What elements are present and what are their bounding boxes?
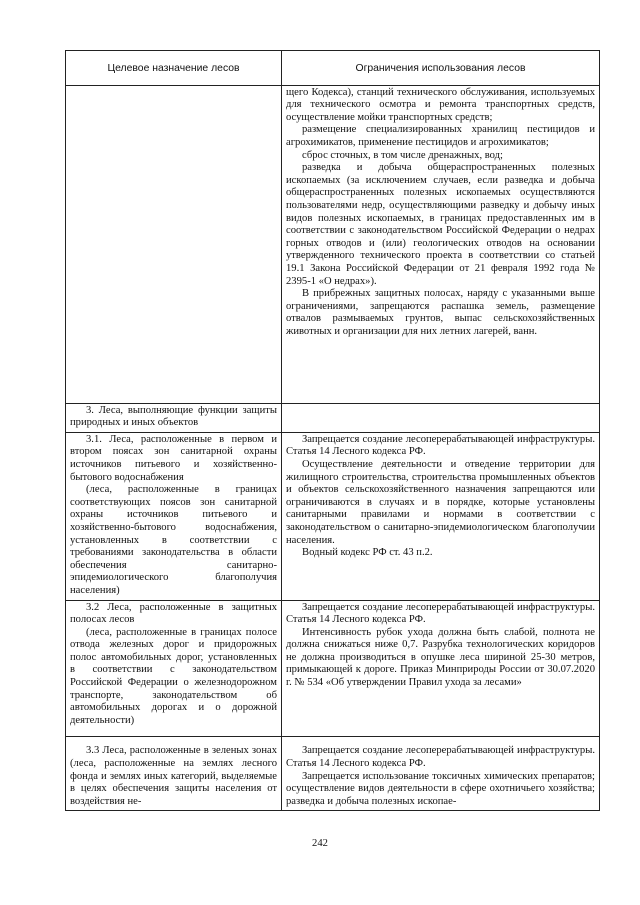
section-heading: 3. Леса, выполняющие функции защиты природных и иных объектов: [70, 404, 277, 429]
purpose-cell: [66, 737, 282, 811]
table-row: [66, 737, 600, 811]
purpose-paragraph: 3.3 Леса, расположенные в зеленых зонах (леса, расположенные на землях лесного фонда и землях иных категорий, выделяемые в целях обеспечения защиты населения от воздействия не-: [70, 745, 277, 807]
page-number: 242: [312, 838, 328, 849]
restriction-paragraph: Осуществление деятельности и отведение территории для жилищного строительства, строительства промышленных объектов и объектов сельскохозяйственного назначения запрещаются или ограничиваются в случаях и в порядке, которые установлены санитарными правилами и нормами в соответствии с законодательством о санитарно-эпидемиологическом благополучии населения.: [286, 458, 595, 546]
table-row: [66, 600, 600, 737]
restrictions-cell: [282, 85, 600, 403]
forest-restrictions-table: [65, 50, 600, 811]
restrictions-cell: [282, 432, 600, 600]
restriction-paragraph: разведка и добыча общераспространенных полезных ископаемых (за исключением случаев, если разведка и добыча общераспространенных полезных ископаемых осуществляются пользователями недр, осуществляющими разведку и добычу иных видов полезных ископаемых, в границах предоставленных им в соответствии с законодательством Российской Федерации о недрах горных отводов и (или) геологических отводов на основании утвержденного технического проекта в соответствии со статьей 19.1 Закона Российской Федерации от 21 февраля 1992 года № 2395-1 «О недрах»).: [286, 162, 595, 287]
restriction-paragraph: размещение специализированных хранилищ пестицидов и агрохимикатов, применение пестицидов и агрохимикатов;: [286, 124, 595, 148]
purpose-cell: [66, 403, 282, 432]
restrictions-cell: [282, 737, 600, 811]
purpose-cell: [66, 432, 282, 600]
restrictions-cell: [282, 403, 600, 432]
restrictions-cell: [282, 600, 600, 737]
purpose-paragraph: (леса, расположенные в границах полосе отвода железных дорог и придорожных полос автомобильных дорог, установленных в соответствии с законодательством Российской Федерации о железнодорожном транспорте, законодательством об автомобильных дорогах и о дорожной деятельности): [70, 626, 277, 726]
header-usage-restrictions: Ограничения использования лесов: [282, 51, 600, 86]
table-header-row: [66, 51, 600, 86]
table-row: [66, 403, 600, 432]
purpose-paragraph: 3.1. Леса, расположенные в первом и втором поясах зон санитарной охраны источников питьевого и хозяйственно-бытового водоснабжения: [70, 433, 277, 483]
restriction-paragraph: Запрещается создание лесоперерабатывающей инфраструктуры. Статья 14 Лесного кодекса РФ.: [286, 433, 595, 458]
header-forest-purpose: Целевое назначение лесов: [66, 51, 282, 86]
restriction-paragraph: щего Кодекса), станций технического обслуживания, используемых для технического осмотра и ремонта транспортных средств, осуществление мойки транспортных средств;: [286, 86, 595, 123]
purpose-paragraph: (леса, расположенные в границах соответствующих поясов зон санитарной охраны источников питьевого и хозяйственно-бытового водоснабжения, установленных в соответствии с требованиями законодательства в области обеспечения санитарно-эпидемиологического благополучия населения): [70, 484, 277, 596]
table-row: [66, 432, 600, 600]
purpose-cell: [66, 600, 282, 737]
purpose-paragraph: 3.2 Леса, расположенные в защитных полосах лесов: [70, 601, 277, 626]
restriction-paragraph: Запрещается создание лесоперерабатывающей инфраструктуры. Статья 14 Лесного кодекса РФ.: [286, 745, 595, 770]
table-row: [66, 85, 600, 403]
purpose-cell: [66, 85, 282, 403]
restriction-paragraph: Водный кодекс РФ ст. 43 п.2.: [302, 547, 433, 559]
restriction-paragraph: Запрещается создание лесоперерабатывающей инфраструктуры. Статья 14 Лесного кодекса РФ.: [286, 601, 595, 626]
restriction-paragraph: сброс сточных, в том числе дренажных, вод;: [302, 149, 503, 161]
restriction-paragraph: В прибрежных защитных полосах, наряду с указанными выше ограничениями, запрещаются распашка земель, размещение отвалов размываемых грунтов, выпас сельскохозяйственных животных и организации для них летних лагерей, ванн.: [286, 288, 595, 337]
restriction-paragraph: Запрещается использование токсичных химических препаратов; осуществление видов деятельности в сфере охотничьего хозяйства; разведка и добыча полезных ископае-: [286, 770, 595, 807]
restriction-paragraph: Интенсивность рубок ухода должна быть слабой, полнота не должна снижаться ниже 0,7. Разрубка технологических коридоров не должна производиться в опушке леса шириной 25-30 метров, примыкающей к дороге. Приказ Минприроды России от 30.07.2020 г. № 534 «Об утверждении Правил ухода за лесами»: [286, 626, 595, 689]
